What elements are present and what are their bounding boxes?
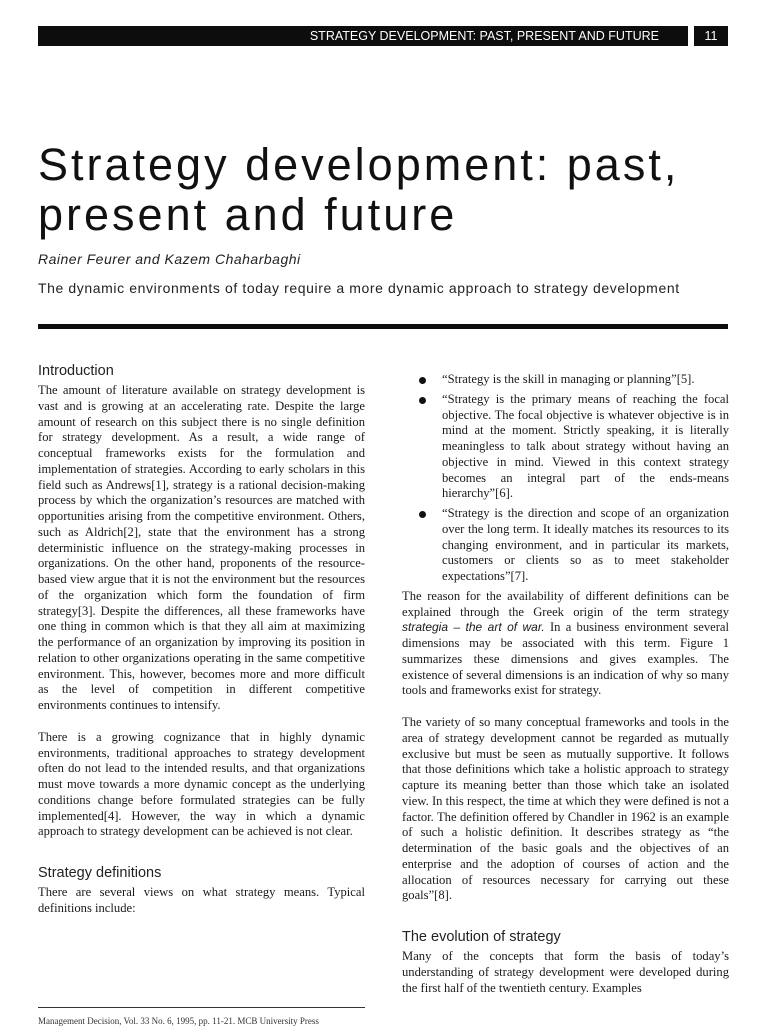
article-abstract: The dynamic environments of today require a more dynamic approach to strategy development [38, 280, 680, 296]
page-number: 11 [694, 26, 728, 46]
article-authors: Rainer Feurer and Kazem Chaharbaghi [38, 251, 301, 267]
section-heading-introduction: Introduction [38, 363, 114, 379]
frameworks-paragraph: The variety of so many conceptual frameworks and tools in the area of strategy development cannot be regarded as mutually exclusive but must be seen as mutually supportive. It follows that those definitions which take a holistic approach to strategy capture its meaning better than those which take an isolated view. In this respect, the time at which they were defined is not a factor. The definition offered by Chandler in 1962 is an example of such a holistic definition. It describes strategy as “the determination of the basic goals and the objectives of an enterprise and the adoption of courses of action and the allocation of resources necessary for carrying out these goals”[8]. [402, 715, 729, 903]
section-heading-strategy-definitions: Strategy definitions [38, 865, 162, 881]
definitions-list [402, 372, 729, 585]
list-item [402, 392, 729, 502]
running-header [38, 26, 688, 46]
article-title: Strategy development: past, present and future [38, 139, 680, 240]
definition-text: “Strategy is the skill in managing or planning”[5]. [442, 372, 695, 386]
section-heading-evolution: The evolution of strategy [402, 929, 561, 945]
definition-text: “Strategy is the primary means of reaching the focal objective. The focal objective is whatever objective is in mind at the moment. Strictly speaking, it is literally meaningless to talk about strategy without having an objective in mind. Viewed in this context strategy becomes an integral part of the ends-means hierarchy”[6]. [442, 391, 729, 501]
bullet-icon [419, 511, 426, 518]
bullet-icon [419, 397, 426, 404]
intro-paragraph-1: The amount of literature available on strategy development is vast and is growing at an accelerating rate. Despite the large amount of research on this subject there is no single definition for strategy development. As a result, a wide range of conceptual frameworks exists for the formulation and implementation of strategies. According to early scholars in this field such as Andrews[1], strategy is a rational decision-making process by which the organization’s resources are matched with opportunities arising from the competitive environment. Others, such as Aldrich[2], state that the environment has a strong deterministic influence on the strategy-making processes in organizations. On the other hand, proponents of the resource-based view argue that it is not the environment but the resources of the organization which form the foundation of firm strategy[3]. Despite the differences, all these frameworks have one thing in common which is that they all aim at maximizing the performance of an organization by improving its position in relation to other organizations operating in the same competitive environment. This, however, becomes more and more difficult as the level of competition in different competitive environments continues to intensify. [38, 383, 365, 712]
footer-citation: Management Decision, Vol. 33 No. 6, 1995, pp. 11-21. MCB University Press [38, 1016, 319, 1026]
running-title: STRATEGY DEVELOPMENT: PAST, PRESENT AND FUTURE [309, 29, 659, 43]
definitions-intro-paragraph: There are several views on what strategy means. Typical definitions include: [38, 885, 365, 915]
evolution-paragraph-1: Many of the concepts that form the basis of today’s understanding of strategy development were developed during the first half of the twentieth century. Examples [402, 949, 729, 995]
right-column [402, 372, 729, 996]
bullet-icon [419, 377, 426, 384]
list-item [402, 506, 729, 585]
definition-text: “Strategy is the direction and scope of an organization over the long term. It ideally matches its resources to its changing environment, and in particular its markets, customers or clients so as to meet stakeholder expectations”[7]. [442, 506, 729, 583]
title-divider [38, 324, 728, 329]
strategia-italic: strategia – the art of war. [402, 620, 545, 635]
intro-paragraph-2: There is a growing cognizance that in highly dynamic environments, traditional approaches to strategy development often do not lead to the intended results, and that organizations must move towards a more dynamic concept as the underlying conditions change before formulated strategies can be fully implemented[4]. However, the way in which a dynamic approach to strategy development can be achieved is not clear. [38, 729, 365, 839]
footer-divider [38, 1007, 365, 1008]
greek-origin-paragraph: The reason for the availability of different definitions can be explained through the Greek origin of the term strategy strategia – the art of war. In a business environment several dimensions may be associated with this term. Figure 1 summarizes these dimensions and gives examples. The existence of several dimensions is an indication of why so many tools and frameworks exist for strategy. [402, 588, 729, 698]
list-item [402, 372, 729, 388]
left-column [38, 362, 365, 917]
